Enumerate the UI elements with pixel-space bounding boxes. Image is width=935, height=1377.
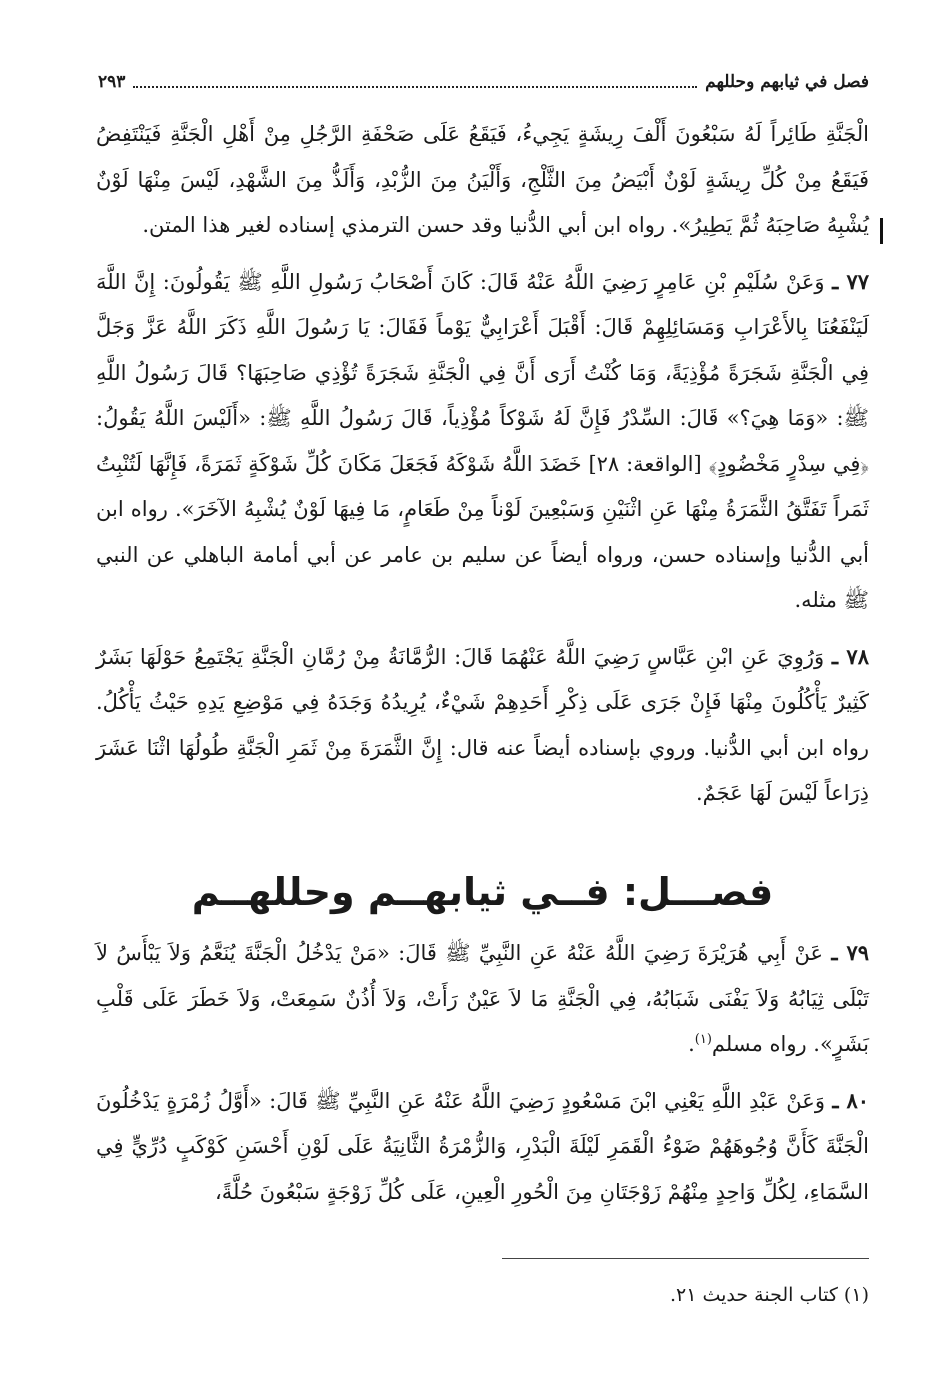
hadith-80 [96, 1078, 869, 1216]
footnote-separator [502, 1258, 869, 1259]
footnote-reference[interactable]: (١) [694, 1032, 712, 1047]
margin-mark [880, 218, 883, 244]
main-text-top [96, 112, 869, 817]
section-heading: فصـــل: فــي ثيابهــم وحللهــم [191, 870, 774, 914]
paragraph-text: وَرُوِيَ عَنِ ابْنِ عَبَّاسٍ رَضِيَ اللَّهُ عَنْهُمَا قَالَ: الرُّمَّانَةُ مِنْ رُمَّانِ الْجَنَّةِ يَجْتَمِعُ حَوْلَهَا بَشَرٌ كَثِيرٌ يَأْكُلُونَ مِنْهَا فَإِنْ جَرَى عَلَى ذِكْرِ أَحَدِهِمْ شَيْءٌ، يُرِيدُهُ وَجَدَهُ فِي مَوْضِعِ يَدِهِ حَيْثُ يَأْكُلُ. رواه ابن أبي الدُّنيا. وروي بإسناده أيضاً عنه قال: إِنَّ الثَّمَرَةَ مِنْ ثَمَرِ الْجَنَّةِ طُولُهَا اثْنَا عَشَرَ ذِرَاعاً لَيْسَ لَهَا عَجَمٌ. [96, 644, 869, 805]
header-dot-leader [133, 76, 697, 88]
hadith-number: ٨٠ ـ [832, 1087, 869, 1113]
paragraph-continuation [96, 112, 869, 249]
paragraph-text: وَعَنْ عَبْدِ اللَّهِ يَعْنِي ابْنَ مَسْعُودٍ رَضِيَ اللَّهُ عَنْهُ عَنِ النَّبِيِّ ﷺ قَالَ: «أَوَّلُ زُمْرَةٍ يَدْخُلُونَ الْجَنَّةَ كَأَنَّ وُجُوهَهُمْ ضَوْءُ الْقَمَرِ لَيْلَةَ الْبَدْرِ، وَالزُّمْرَةُ الثَّانِيَةُ عَلَى لَوْنِ أَحْسَنِ كَوْكَبٍ دُرِّيٍّ فِي السَّمَاءِ، لِكُلِّ وَاحِدٍ مِنْهُمْ زَوْجَتَانِ مِنَ الْحُورِ الْعِينِ، عَلَى كُلِّ زَوْجَةٍ سَبْعُونَ حُلَّةً، [96, 1088, 869, 1204]
footnote: (١) كتاب الجنة حديث ٢١. [669, 1284, 869, 1306]
page-number: ٢٩٣ [98, 72, 126, 92]
running-header-title: فصل في ثيابهم وحللهم [705, 72, 869, 92]
hadith-number: ٧٧ ـ [832, 268, 869, 294]
paragraph-tail: . [688, 1032, 695, 1056]
paragraph-text: الْجَنَّةِ طَائِراً لَهُ سَبْعُونَ أَلْفَ رِيشَةٍ يَجِيءُ، فَيَقَعُ عَلَى صَحْفَةِ الرَّجُلِ مِنْ أَهْلِ الْجَنَّةِ فَيَنْتَفِضُ فَيَقَعُ مِنْ كُلِّ رِيشَةٍ لَوْنٌ أَبْيَضُ مِنَ الثَّلْجِ، وَأَلْيَنُ مِنَ الزُّبْدِ، وَأَلَذُّ مِنَ الشَّهْدِ، لَيْسَ مِنْهَا لَوْنٌ يُشْبِهُ صَاحِبَهُ ثُمَّ يَطِيرُ». رواه ابن أبي الدُّنيا وقد حسن الترمذي إسناده لغير هذا المتن. [96, 122, 869, 237]
paragraph-text: عَنْ أَبِي هُرَيْرَةَ رَضِيَ اللَّهُ عَنْهُ عَنِ النَّبِيِّ ﷺ قَالَ: «مَنْ يَدْخُلُ الْجَنَّةَ يُنَعَّمُ وَلاَ يَبْأَسُ لاَ تَبْلَى ثِيَابُهُ وَلاَ يَفْنَى شَبَابُهُ، فِي الْجَنَّةِ مَا لاَ عَيْنٌ رَأَتْ، وَلاَ أُذُنٌ سَمِعَتْ، وَلاَ خَطَرَ عَلَى قَلْبِ بَشَرٍ». رواه مسلم [96, 941, 869, 1056]
running-header [98, 62, 869, 102]
main-text-bottom [96, 930, 869, 1215]
hadith-77 [96, 259, 869, 624]
hadith-number: ٧٨ ـ [831, 643, 869, 669]
paragraph-text: وَعَنْ سُلَيْمِ بْنِ عَامِرٍ رَضِيَ اللَّهُ عَنْهُ قَالَ: كَانَ أَصْحَابُ رَسُولِ اللَّهِ ﷺ يَقُولُونَ: إِنَّ اللَّهَ لَيَنْفَعُنَا بِالأَعْرَابِ وَمَسَائِلِهِمْ قَالَ: أَقْبَلَ أَعْرَابِيٌّ يَوْماً فَقَالَ: يَا رَسُولَ اللَّهِ ذَكَرَ اللَّهُ عَزَّ وَجَلَّ فِي الْجَنَّةِ شَجَرَةً مُؤْذِيَةً، وَمَا كُنْتُ أَرَى أَنَّ فِي الْجَنَّةِ شَجَرَةً تُؤْذِي صَاحِبَهَا؟ قَالَ رَسُولُ اللَّهِ ﷺ: «وَمَا هِيَ؟» قَالَ: السِّدْرُ فَإِنَّ لَهُ شَوْكاً مُؤْذِياً، قَالَ رَسُولُ اللَّهِ ﷺ: «أَلَيْسَ اللَّهُ يَقُولُ: ﴿فِي سِدْرٍ مَخْضُودٍ﴾ [الواقعة: ٢٨] خَضَدَ اللَّهُ شَوْكَهُ فَجَعَلَ مَكَانَ كُلِّ شَوْكَةٍ ثَمَرَةً، فَإِنَّهَا لَتُنْبِتُ ثَمَراً تَفَتَّقُ الثَّمَرَةُ مِنْهَا عَنِ اثْنَيْنِ وَسَبْعِينَ لَوْناً مِنْ طَعَامٍ، مَا فِيهَا لَوْنٌ يُشْبِهُ الآخَرَ». رواه ابن أبي الدُّنيا وإسناده حسن، ورواه أيضاً عن سليم بن عامر عن أبي أمامة الباهلي عن النبي ﷺ مثله. [96, 269, 869, 612]
hadith-78 [96, 634, 869, 817]
hadith-79 [96, 930, 869, 1068]
hadith-number: ٧٩ ـ [831, 940, 869, 965]
